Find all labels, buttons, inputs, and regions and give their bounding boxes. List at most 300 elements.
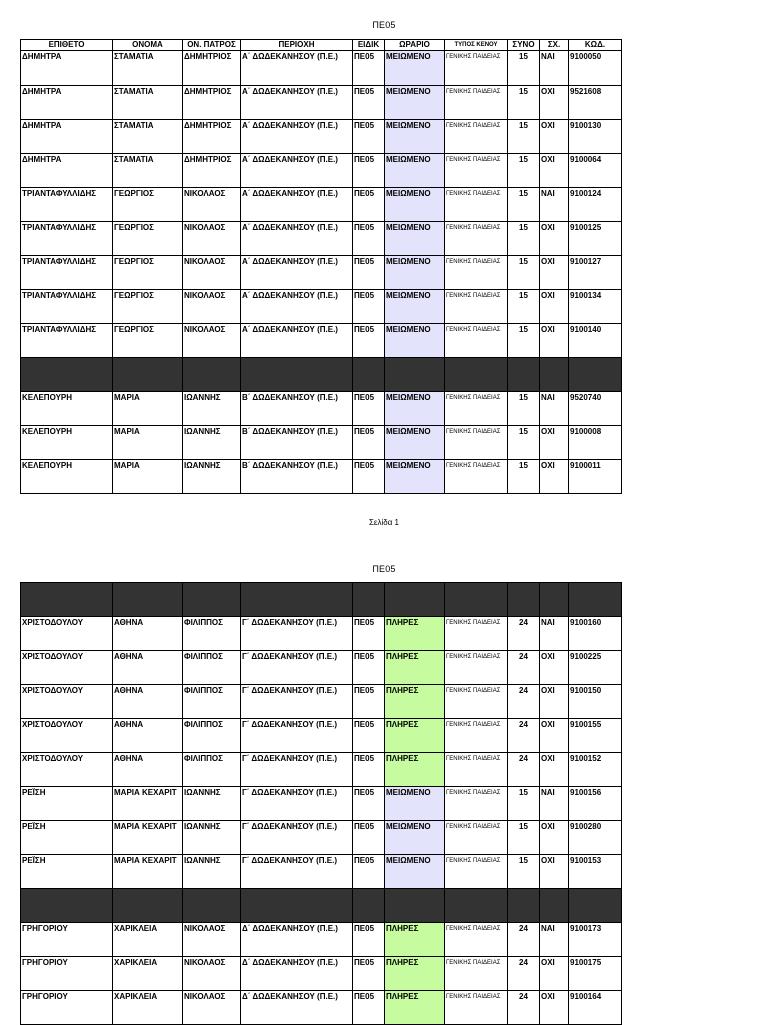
separator-cell <box>241 358 353 392</box>
header-onoma: ΟΝΟΜΑ <box>113 40 183 51</box>
cell-orario: ΜΕΙΩΜΕΝΟ <box>385 392 445 426</box>
cell-typos-kenou: ΓΕΝΙΚΗΣ ΠΑΙΔΕΙΑΣ <box>445 51 508 86</box>
cell-eidik: ΠΕ05 <box>353 188 385 222</box>
cell-orario: ΜΕΙΩΜΕΝΟ <box>385 460 445 494</box>
table-row <box>21 120 622 154</box>
page-1-title: ΠΕ05 <box>372 20 396 30</box>
cell-perioxi: Δ΄ ΔΩΔΕΚΑΝΗΣΟΥ (Π.Ε.) <box>241 991 353 1025</box>
cell-orario: ΜΕΙΩΜΕΝΟ <box>385 51 445 86</box>
cell-on-patros: ΦΙΛΙΠΠΟΣ <box>183 685 241 719</box>
cell-typos-kenou: ΓΕΝΙΚΗΣ ΠΑΙΔΕΙΑΣ <box>445 460 508 494</box>
cell-perioxi: Α΄ ΔΩΔΕΚΑΝΗΣΟΥ (Π.Ε.) <box>241 51 353 86</box>
cell-onoma: ΣΤΑΜΑΤΙΑ <box>113 51 183 86</box>
cell-perioxi: Δ΄ ΔΩΔΕΚΑΝΗΣΟΥ (Π.Ε.) <box>241 957 353 991</box>
cell-typos-kenou: ΓΕΝΙΚΗΣ ΠΑΙΔΕΙΑΣ <box>445 324 508 358</box>
cell-perioxi: Α΄ ΔΩΔΕΚΑΝΗΣΟΥ (Π.Ε.) <box>241 86 353 120</box>
table-row <box>21 719 622 753</box>
cell-kod: 9100155 <box>569 719 622 753</box>
cell-orario: ΜΕΙΩΜΕΝΟ <box>385 290 445 324</box>
separator-cell <box>113 358 183 392</box>
cell-eponymo: ΚΕΛΕΠΟΥΡΗ <box>21 460 113 494</box>
cell-syno: 15 <box>508 51 540 86</box>
separator-cell <box>569 889 622 923</box>
cell-eponymo: ΓΡΗΓΟΡΙΟΥ <box>21 923 113 957</box>
cell-kod: 9521608 <box>569 86 622 120</box>
cell-orario: ΠΛΗΡΕΣ <box>385 651 445 685</box>
cell-sx: ΟΧΙ <box>540 120 569 154</box>
cell-onoma: ΑΘΗΝΑ <box>113 753 183 787</box>
cell-eponymo: ΧΡΙΣΤΟΔΟΥΛΟΥ <box>21 753 113 787</box>
cell-orario: ΜΕΙΩΜΕΝΟ <box>385 426 445 460</box>
separator-cell <box>113 583 183 617</box>
separator-cell <box>445 889 508 923</box>
cell-sx: ΟΧΙ <box>540 460 569 494</box>
table-row <box>21 392 622 426</box>
cell-orario: ΠΛΗΡΕΣ <box>385 719 445 753</box>
cell-orario: ΠΛΗΡΕΣ <box>385 923 445 957</box>
cell-on-patros: ΔΗΜΗΤΡΙΟΣ <box>183 86 241 120</box>
header-kod: ΚΩΔ. <box>569 40 622 51</box>
cell-perioxi: Γ΄ ΔΩΔΕΚΑΝΗΣΟΥ (Π.Ε.) <box>241 787 353 821</box>
separator-cell <box>21 583 113 617</box>
cell-syno: 15 <box>508 188 540 222</box>
table-row <box>21 154 622 188</box>
cell-kod: 9100008 <box>569 426 622 460</box>
cell-perioxi: Α΄ ΔΩΔΕΚΑΝΗΣΟΥ (Π.Ε.) <box>241 256 353 290</box>
cell-onoma: ΧΑΡΙΚΛΕΙΑ <box>113 957 183 991</box>
separator-cell <box>445 358 508 392</box>
cell-eidik: ΠΕ05 <box>353 120 385 154</box>
cell-kod: 9100160 <box>569 617 622 651</box>
cell-typos-kenou: ΓΕΝΙΚΗΣ ΠΑΙΔΕΙΑΣ <box>445 392 508 426</box>
separator-cell <box>113 889 183 923</box>
cell-eidik: ΠΕ05 <box>353 324 385 358</box>
cell-kod: 9100152 <box>569 753 622 787</box>
header-syno: ΣΥΝΟ <box>508 40 540 51</box>
cell-onoma: ΑΘΗΝΑ <box>113 651 183 685</box>
cell-onoma: ΓΕΩΡΓΙΟΣ <box>113 324 183 358</box>
cell-on-patros: ΝΙΚΟΛΑΟΣ <box>183 324 241 358</box>
cell-perioxi: Α΄ ΔΩΔΕΚΑΝΗΣΟΥ (Π.Ε.) <box>241 324 353 358</box>
cell-eidik: ΠΕ05 <box>353 86 385 120</box>
cell-sx: ΟΧΙ <box>540 426 569 460</box>
header-typos-kenou: ΤΥΠΟΣ ΚΕΝΟΥ <box>445 40 508 51</box>
cell-sx: ΝΑΙ <box>540 392 569 426</box>
cell-eidik: ΠΕ05 <box>353 426 385 460</box>
cell-syno: 15 <box>508 154 540 188</box>
cell-eponymo: ΧΡΙΣΤΟΔΟΥΛΟΥ <box>21 617 113 651</box>
cell-typos-kenou: ΓΕΝΙΚΗΣ ΠΑΙΔΕΙΑΣ <box>445 957 508 991</box>
cell-onoma: ΑΘΗΝΑ <box>113 719 183 753</box>
cell-syno: 15 <box>508 86 540 120</box>
cell-perioxi: Β΄ ΔΩΔΕΚΑΝΗΣΟΥ (Π.Ε.) <box>241 460 353 494</box>
cell-eponymo: ΚΕΛΕΠΟΥΡΗ <box>21 392 113 426</box>
cell-syno: 24 <box>508 651 540 685</box>
cell-onoma: ΜΑΡΙΑ ΚΕΧΑΡΙΤ <box>113 855 183 889</box>
table-row <box>21 685 622 719</box>
cell-eidik: ΠΕ05 <box>353 290 385 324</box>
cell-typos-kenou: ΓΕΝΙΚΗΣ ΠΑΙΔΕΙΑΣ <box>445 86 508 120</box>
cell-typos-kenou: ΓΕΝΙΚΗΣ ΠΑΙΔΕΙΑΣ <box>445 120 508 154</box>
cell-eponymo: ΤΡΙΑΝΤΑΦΥΛΛΙΔΗΣ <box>21 188 113 222</box>
page-2-table <box>20 582 622 1025</box>
cell-perioxi: Α΄ ΔΩΔΕΚΑΝΗΣΟΥ (Π.Ε.) <box>241 154 353 188</box>
cell-sx: ΟΧΙ <box>540 719 569 753</box>
cell-onoma: ΜΑΡΙΑ ΚΕΧΑΡΙΤ <box>113 821 183 855</box>
cell-eidik: ΠΕ05 <box>353 651 385 685</box>
separator-cell <box>241 583 353 617</box>
separator-cell <box>385 358 445 392</box>
cell-kod: 9100280 <box>569 821 622 855</box>
page-1-footer: Σελίδα 1 <box>368 518 400 527</box>
cell-eidik: ΠΕ05 <box>353 256 385 290</box>
group-separator-row <box>21 583 622 617</box>
table-row <box>21 426 622 460</box>
cell-sx: ΝΑΙ <box>540 188 569 222</box>
separator-cell <box>21 358 113 392</box>
cell-sx: ΟΧΙ <box>540 290 569 324</box>
cell-perioxi: Γ΄ ΔΩΔΕΚΑΝΗΣΟΥ (Π.Ε.) <box>241 719 353 753</box>
cell-typos-kenou: ΓΕΝΙΚΗΣ ΠΑΙΔΕΙΑΣ <box>445 685 508 719</box>
cell-perioxi: Γ΄ ΔΩΔΕΚΑΝΗΣΟΥ (Π.Ε.) <box>241 651 353 685</box>
cell-on-patros: ΦΙΛΙΠΠΟΣ <box>183 719 241 753</box>
cell-typos-kenou: ΓΕΝΙΚΗΣ ΠΑΙΔΕΙΑΣ <box>445 256 508 290</box>
cell-onoma: ΧΑΡΙΚΛΕΙΑ <box>113 991 183 1025</box>
cell-on-patros: ΔΗΜΗΤΡΙΟΣ <box>183 154 241 188</box>
cell-syno: 15 <box>508 426 540 460</box>
cell-eidik: ΠΕ05 <box>353 787 385 821</box>
cell-syno: 24 <box>508 617 540 651</box>
header-orario: ΩΡΑΡΙΟ <box>385 40 445 51</box>
separator-cell <box>21 889 113 923</box>
cell-syno: 24 <box>508 991 540 1025</box>
cell-eponymo: ΡΕΪΣΗ <box>21 821 113 855</box>
cell-eponymo: ΡΕΪΣΗ <box>21 787 113 821</box>
cell-kod: 9520740 <box>569 392 622 426</box>
cell-onoma: ΜΑΡΙΑ ΚΕΧΑΡΙΤ <box>113 787 183 821</box>
cell-on-patros: ΦΙΛΙΠΠΟΣ <box>183 617 241 651</box>
cell-typos-kenou: ΓΕΝΙΚΗΣ ΠΑΙΔΕΙΑΣ <box>445 991 508 1025</box>
cell-kod: 9100175 <box>569 957 622 991</box>
cell-sx: ΝΑΙ <box>540 923 569 957</box>
table-row <box>21 222 622 256</box>
cell-syno: 24 <box>508 753 540 787</box>
table-row <box>21 324 622 358</box>
cell-syno: 15 <box>508 821 540 855</box>
cell-on-patros: ΝΙΚΟΛΑΟΣ <box>183 923 241 957</box>
cell-eidik: ΠΕ05 <box>353 617 385 651</box>
header-on-patros: ΟΝ. ΠΑΤΡΟΣ <box>183 40 241 51</box>
cell-typos-kenou: ΓΕΝΙΚΗΣ ΠΑΙΔΕΙΑΣ <box>445 923 508 957</box>
group-separator-row <box>21 889 622 923</box>
cell-syno: 15 <box>508 855 540 889</box>
separator-cell <box>385 583 445 617</box>
cell-syno: 15 <box>508 290 540 324</box>
cell-on-patros: ΝΙΚΟΛΑΟΣ <box>183 957 241 991</box>
cell-onoma: ΑΘΗΝΑ <box>113 617 183 651</box>
table-row <box>21 957 622 991</box>
separator-cell <box>241 889 353 923</box>
cell-on-patros: ΝΙΚΟΛΑΟΣ <box>183 991 241 1025</box>
cell-sx: ΟΧΙ <box>540 991 569 1025</box>
separator-cell <box>508 358 540 392</box>
cell-orario: ΠΛΗΡΕΣ <box>385 685 445 719</box>
table-row <box>21 617 622 651</box>
cell-perioxi: Β΄ ΔΩΔΕΚΑΝΗΣΟΥ (Π.Ε.) <box>241 392 353 426</box>
cell-eidik: ΠΕ05 <box>353 753 385 787</box>
cell-orario: ΜΕΙΩΜΕΝΟ <box>385 787 445 821</box>
header-eponymo: ΕΠΙΘΕΤΟ <box>21 40 113 51</box>
cell-orario: ΜΕΙΩΜΕΝΟ <box>385 120 445 154</box>
cell-eponymo: ΔΗΜΗΤΡΑ <box>21 86 113 120</box>
cell-sx: ΟΧΙ <box>540 86 569 120</box>
cell-syno: 15 <box>508 120 540 154</box>
page-2-title: ΠΕ05 <box>372 564 396 574</box>
separator-cell <box>508 889 540 923</box>
table-row <box>21 256 622 290</box>
cell-eidik: ΠΕ05 <box>353 991 385 1025</box>
table-row <box>21 991 622 1025</box>
header-sx: ΣΧ. <box>540 40 569 51</box>
cell-kod: 9100164 <box>569 991 622 1025</box>
cell-eidik: ΠΕ05 <box>353 855 385 889</box>
cell-eidik: ΠΕ05 <box>353 460 385 494</box>
cell-sx: ΝΑΙ <box>540 617 569 651</box>
cell-onoma: ΑΘΗΝΑ <box>113 685 183 719</box>
cell-orario: ΜΕΙΩΜΕΝΟ <box>385 821 445 855</box>
table-row <box>21 855 622 889</box>
cell-sx: ΟΧΙ <box>540 651 569 685</box>
cell-on-patros: ΙΩΑΝΝΗΣ <box>183 426 241 460</box>
cell-eponymo: ΤΡΙΑΝΤΑΦΥΛΛΙΔΗΣ <box>21 324 113 358</box>
header-row <box>21 40 622 51</box>
cell-eidik: ΠΕ05 <box>353 392 385 426</box>
cell-syno: 15 <box>508 324 540 358</box>
cell-perioxi: Α΄ ΔΩΔΕΚΑΝΗΣΟΥ (Π.Ε.) <box>241 290 353 324</box>
cell-perioxi: Γ΄ ΔΩΔΕΚΑΝΗΣΟΥ (Π.Ε.) <box>241 685 353 719</box>
cell-eponymo: ΓΡΗΓΟΡΙΟΥ <box>21 957 113 991</box>
cell-syno: 15 <box>508 392 540 426</box>
cell-eponymo: ΤΡΙΑΝΤΑΦΥΛΛΙΔΗΣ <box>21 290 113 324</box>
cell-typos-kenou: ΓΕΝΙΚΗΣ ΠΑΙΔΕΙΑΣ <box>445 290 508 324</box>
separator-cell <box>353 889 385 923</box>
table-row <box>21 651 622 685</box>
cell-typos-kenou: ΓΕΝΙΚΗΣ ΠΑΙΔΕΙΑΣ <box>445 222 508 256</box>
header-eidik: ΕΙΔΙΚ <box>353 40 385 51</box>
table-row <box>21 923 622 957</box>
cell-orario: ΠΛΗΡΕΣ <box>385 753 445 787</box>
cell-eponymo: ΤΡΙΑΝΤΑΦΥΛΛΙΔΗΣ <box>21 256 113 290</box>
cell-eidik: ΠΕ05 <box>353 685 385 719</box>
cell-on-patros: ΙΩΑΝΝΗΣ <box>183 460 241 494</box>
cell-orario: ΠΛΗΡΕΣ <box>385 957 445 991</box>
cell-sx: ΟΧΙ <box>540 821 569 855</box>
cell-sx: ΟΧΙ <box>540 855 569 889</box>
cell-perioxi: Β΄ ΔΩΔΕΚΑΝΗΣΟΥ (Π.Ε.) <box>241 426 353 460</box>
cell-sx: ΝΑΙ <box>540 51 569 86</box>
separator-cell <box>353 358 385 392</box>
cell-sx: ΟΧΙ <box>540 685 569 719</box>
cell-on-patros: ΝΙΚΟΛΑΟΣ <box>183 188 241 222</box>
table-row <box>21 821 622 855</box>
cell-perioxi: Δ΄ ΔΩΔΕΚΑΝΗΣΟΥ (Π.Ε.) <box>241 923 353 957</box>
cell-on-patros: ΔΗΜΗΤΡΙΟΣ <box>183 120 241 154</box>
cell-onoma: ΓΕΩΡΓΙΟΣ <box>113 290 183 324</box>
separator-cell <box>569 358 622 392</box>
cell-sx: ΟΧΙ <box>540 222 569 256</box>
cell-sx: ΟΧΙ <box>540 957 569 991</box>
cell-kod: 9100150 <box>569 685 622 719</box>
cell-orario: ΜΕΙΩΜΕΝΟ <box>385 324 445 358</box>
cell-eponymo: ΔΗΜΗΤΡΑ <box>21 51 113 86</box>
cell-onoma: ΣΤΑΜΑΤΙΑ <box>113 86 183 120</box>
cell-eponymo: ΧΡΙΣΤΟΔΟΥΛΟΥ <box>21 719 113 753</box>
cell-eponymo: ΔΗΜΗΤΡΑ <box>21 154 113 188</box>
cell-kod: 9100011 <box>569 460 622 494</box>
separator-cell <box>540 583 569 617</box>
cell-eponymo: ΓΡΗΓΟΡΙΟΥ <box>21 991 113 1025</box>
separator-cell <box>183 358 241 392</box>
cell-onoma: ΓΕΩΡΓΙΟΣ <box>113 188 183 222</box>
group-separator-row <box>21 358 622 392</box>
cell-on-patros: ΦΙΛΙΠΠΟΣ <box>183 651 241 685</box>
cell-sx: ΟΧΙ <box>540 753 569 787</box>
cell-perioxi: Γ΄ ΔΩΔΕΚΑΝΗΣΟΥ (Π.Ε.) <box>241 821 353 855</box>
cell-typos-kenou: ΓΕΝΙΚΗΣ ΠΑΙΔΕΙΑΣ <box>445 617 508 651</box>
cell-orario: ΠΛΗΡΕΣ <box>385 617 445 651</box>
cell-eponymo: ΔΗΜΗΤΡΑ <box>21 120 113 154</box>
cell-perioxi: Γ΄ ΔΩΔΕΚΑΝΗΣΟΥ (Π.Ε.) <box>241 855 353 889</box>
table-row <box>21 290 622 324</box>
cell-kod: 9100064 <box>569 154 622 188</box>
separator-cell <box>508 583 540 617</box>
cell-kod: 9100124 <box>569 188 622 222</box>
table-row <box>21 753 622 787</box>
cell-eponymo: ΤΡΙΑΝΤΑΦΥΛΛΙΔΗΣ <box>21 222 113 256</box>
table-row <box>21 787 622 821</box>
cell-onoma: ΜΑΡΙΑ <box>113 392 183 426</box>
cell-on-patros: ΝΙΚΟΛΑΟΣ <box>183 256 241 290</box>
cell-kod: 9100173 <box>569 923 622 957</box>
separator-cell <box>183 889 241 923</box>
cell-onoma: ΣΤΑΜΑΤΙΑ <box>113 154 183 188</box>
cell-onoma: ΜΑΡΙΑ <box>113 426 183 460</box>
cell-orario: ΜΕΙΩΜΕΝΟ <box>385 256 445 290</box>
cell-orario: ΜΕΙΩΜΕΝΟ <box>385 222 445 256</box>
cell-on-patros: ΝΙΚΟΛΑΟΣ <box>183 290 241 324</box>
cell-eponymo: ΡΕΪΣΗ <box>21 855 113 889</box>
cell-on-patros: ΔΗΜΗΤΡΙΟΣ <box>183 51 241 86</box>
cell-syno: 15 <box>508 460 540 494</box>
table-row <box>21 188 622 222</box>
cell-kod: 9100225 <box>569 651 622 685</box>
cell-orario: ΜΕΙΩΜΕΝΟ <box>385 86 445 120</box>
cell-typos-kenou: ΓΕΝΙΚΗΣ ΠΑΙΔΕΙΑΣ <box>445 719 508 753</box>
cell-typos-kenou: ΓΕΝΙΚΗΣ ΠΑΙΔΕΙΑΣ <box>445 651 508 685</box>
cell-perioxi: Γ΄ ΔΩΔΕΚΑΝΗΣΟΥ (Π.Ε.) <box>241 753 353 787</box>
cell-on-patros: ΙΩΑΝΝΗΣ <box>183 787 241 821</box>
separator-cell <box>353 583 385 617</box>
cell-kod: 9100134 <box>569 290 622 324</box>
cell-typos-kenou: ΓΕΝΙΚΗΣ ΠΑΙΔΕΙΑΣ <box>445 787 508 821</box>
cell-perioxi: Α΄ ΔΩΔΕΚΑΝΗΣΟΥ (Π.Ε.) <box>241 222 353 256</box>
cell-kod: 9100153 <box>569 855 622 889</box>
cell-on-patros: ΦΙΛΙΠΠΟΣ <box>183 753 241 787</box>
cell-eidik: ΠΕ05 <box>353 719 385 753</box>
cell-eidik: ΠΕ05 <box>353 821 385 855</box>
page-1-table <box>20 39 622 494</box>
cell-eponymo: ΚΕΛΕΠΟΥΡΗ <box>21 426 113 460</box>
cell-eidik: ΠΕ05 <box>353 51 385 86</box>
cell-sx: ΟΧΙ <box>540 324 569 358</box>
cell-sx: ΝΑΙ <box>540 787 569 821</box>
separator-cell <box>569 583 622 617</box>
cell-perioxi: Α΄ ΔΩΔΕΚΑΝΗΣΟΥ (Π.Ε.) <box>241 120 353 154</box>
cell-perioxi: Α΄ ΔΩΔΕΚΑΝΗΣΟΥ (Π.Ε.) <box>241 188 353 222</box>
cell-kod: 9100140 <box>569 324 622 358</box>
cell-eidik: ΠΕ05 <box>353 923 385 957</box>
cell-syno: 24 <box>508 685 540 719</box>
header-perioxi: ΠΕΡΙΟΧΗ <box>241 40 353 51</box>
cell-sx: ΟΧΙ <box>540 256 569 290</box>
cell-on-patros: ΙΩΑΝΝΗΣ <box>183 855 241 889</box>
cell-onoma: ΓΕΩΡΓΙΟΣ <box>113 222 183 256</box>
separator-cell <box>385 889 445 923</box>
cell-syno: 24 <box>508 719 540 753</box>
separator-cell <box>540 358 569 392</box>
cell-eidik: ΠΕ05 <box>353 154 385 188</box>
cell-syno: 24 <box>508 923 540 957</box>
cell-typos-kenou: ΓΕΝΙΚΗΣ ΠΑΙΔΕΙΑΣ <box>445 821 508 855</box>
cell-kod: 9100130 <box>569 120 622 154</box>
cell-typos-kenou: ΓΕΝΙΚΗΣ ΠΑΙΔΕΙΑΣ <box>445 154 508 188</box>
cell-on-patros: ΙΩΑΝΝΗΣ <box>183 392 241 426</box>
cell-typos-kenou: ΓΕΝΙΚΗΣ ΠΑΙΔΕΙΑΣ <box>445 855 508 889</box>
table-row <box>21 86 622 120</box>
cell-kod: 9100127 <box>569 256 622 290</box>
cell-onoma: ΧΑΡΙΚΛΕΙΑ <box>113 923 183 957</box>
cell-typos-kenou: ΓΕΝΙΚΗΣ ΠΑΙΔΕΙΑΣ <box>445 753 508 787</box>
cell-perioxi: Γ΄ ΔΩΔΕΚΑΝΗΣΟΥ (Π.Ε.) <box>241 617 353 651</box>
cell-eidik: ΠΕ05 <box>353 222 385 256</box>
cell-on-patros: ΝΙΚΟΛΑΟΣ <box>183 222 241 256</box>
cell-orario: ΜΕΙΩΜΕΝΟ <box>385 855 445 889</box>
cell-on-patros: ΙΩΑΝΝΗΣ <box>183 821 241 855</box>
cell-orario: ΜΕΙΩΜΕΝΟ <box>385 188 445 222</box>
cell-onoma: ΣΤΑΜΑΤΙΑ <box>113 120 183 154</box>
cell-orario: ΜΕΙΩΜΕΝΟ <box>385 154 445 188</box>
cell-onoma: ΓΕΩΡΓΙΟΣ <box>113 256 183 290</box>
cell-kod: 9100125 <box>569 222 622 256</box>
separator-cell <box>183 583 241 617</box>
separator-cell <box>445 583 508 617</box>
cell-eponymo: ΧΡΙΣΤΟΔΟΥΛΟΥ <box>21 651 113 685</box>
cell-onoma: ΜΑΡΙΑ <box>113 460 183 494</box>
cell-kod: 9100050 <box>569 51 622 86</box>
table-row <box>21 51 622 86</box>
cell-syno: 15 <box>508 256 540 290</box>
cell-kod: 9100156 <box>569 787 622 821</box>
cell-sx: ΟΧΙ <box>540 154 569 188</box>
cell-eidik: ΠΕ05 <box>353 957 385 991</box>
table-row <box>21 460 622 494</box>
cell-typos-kenou: ΓΕΝΙΚΗΣ ΠΑΙΔΕΙΑΣ <box>445 426 508 460</box>
cell-syno: 15 <box>508 787 540 821</box>
cell-syno: 15 <box>508 222 540 256</box>
cell-typos-kenou: ΓΕΝΙΚΗΣ ΠΑΙΔΕΙΑΣ <box>445 188 508 222</box>
cell-syno: 24 <box>508 957 540 991</box>
cell-orario: ΠΛΗΡΕΣ <box>385 991 445 1025</box>
